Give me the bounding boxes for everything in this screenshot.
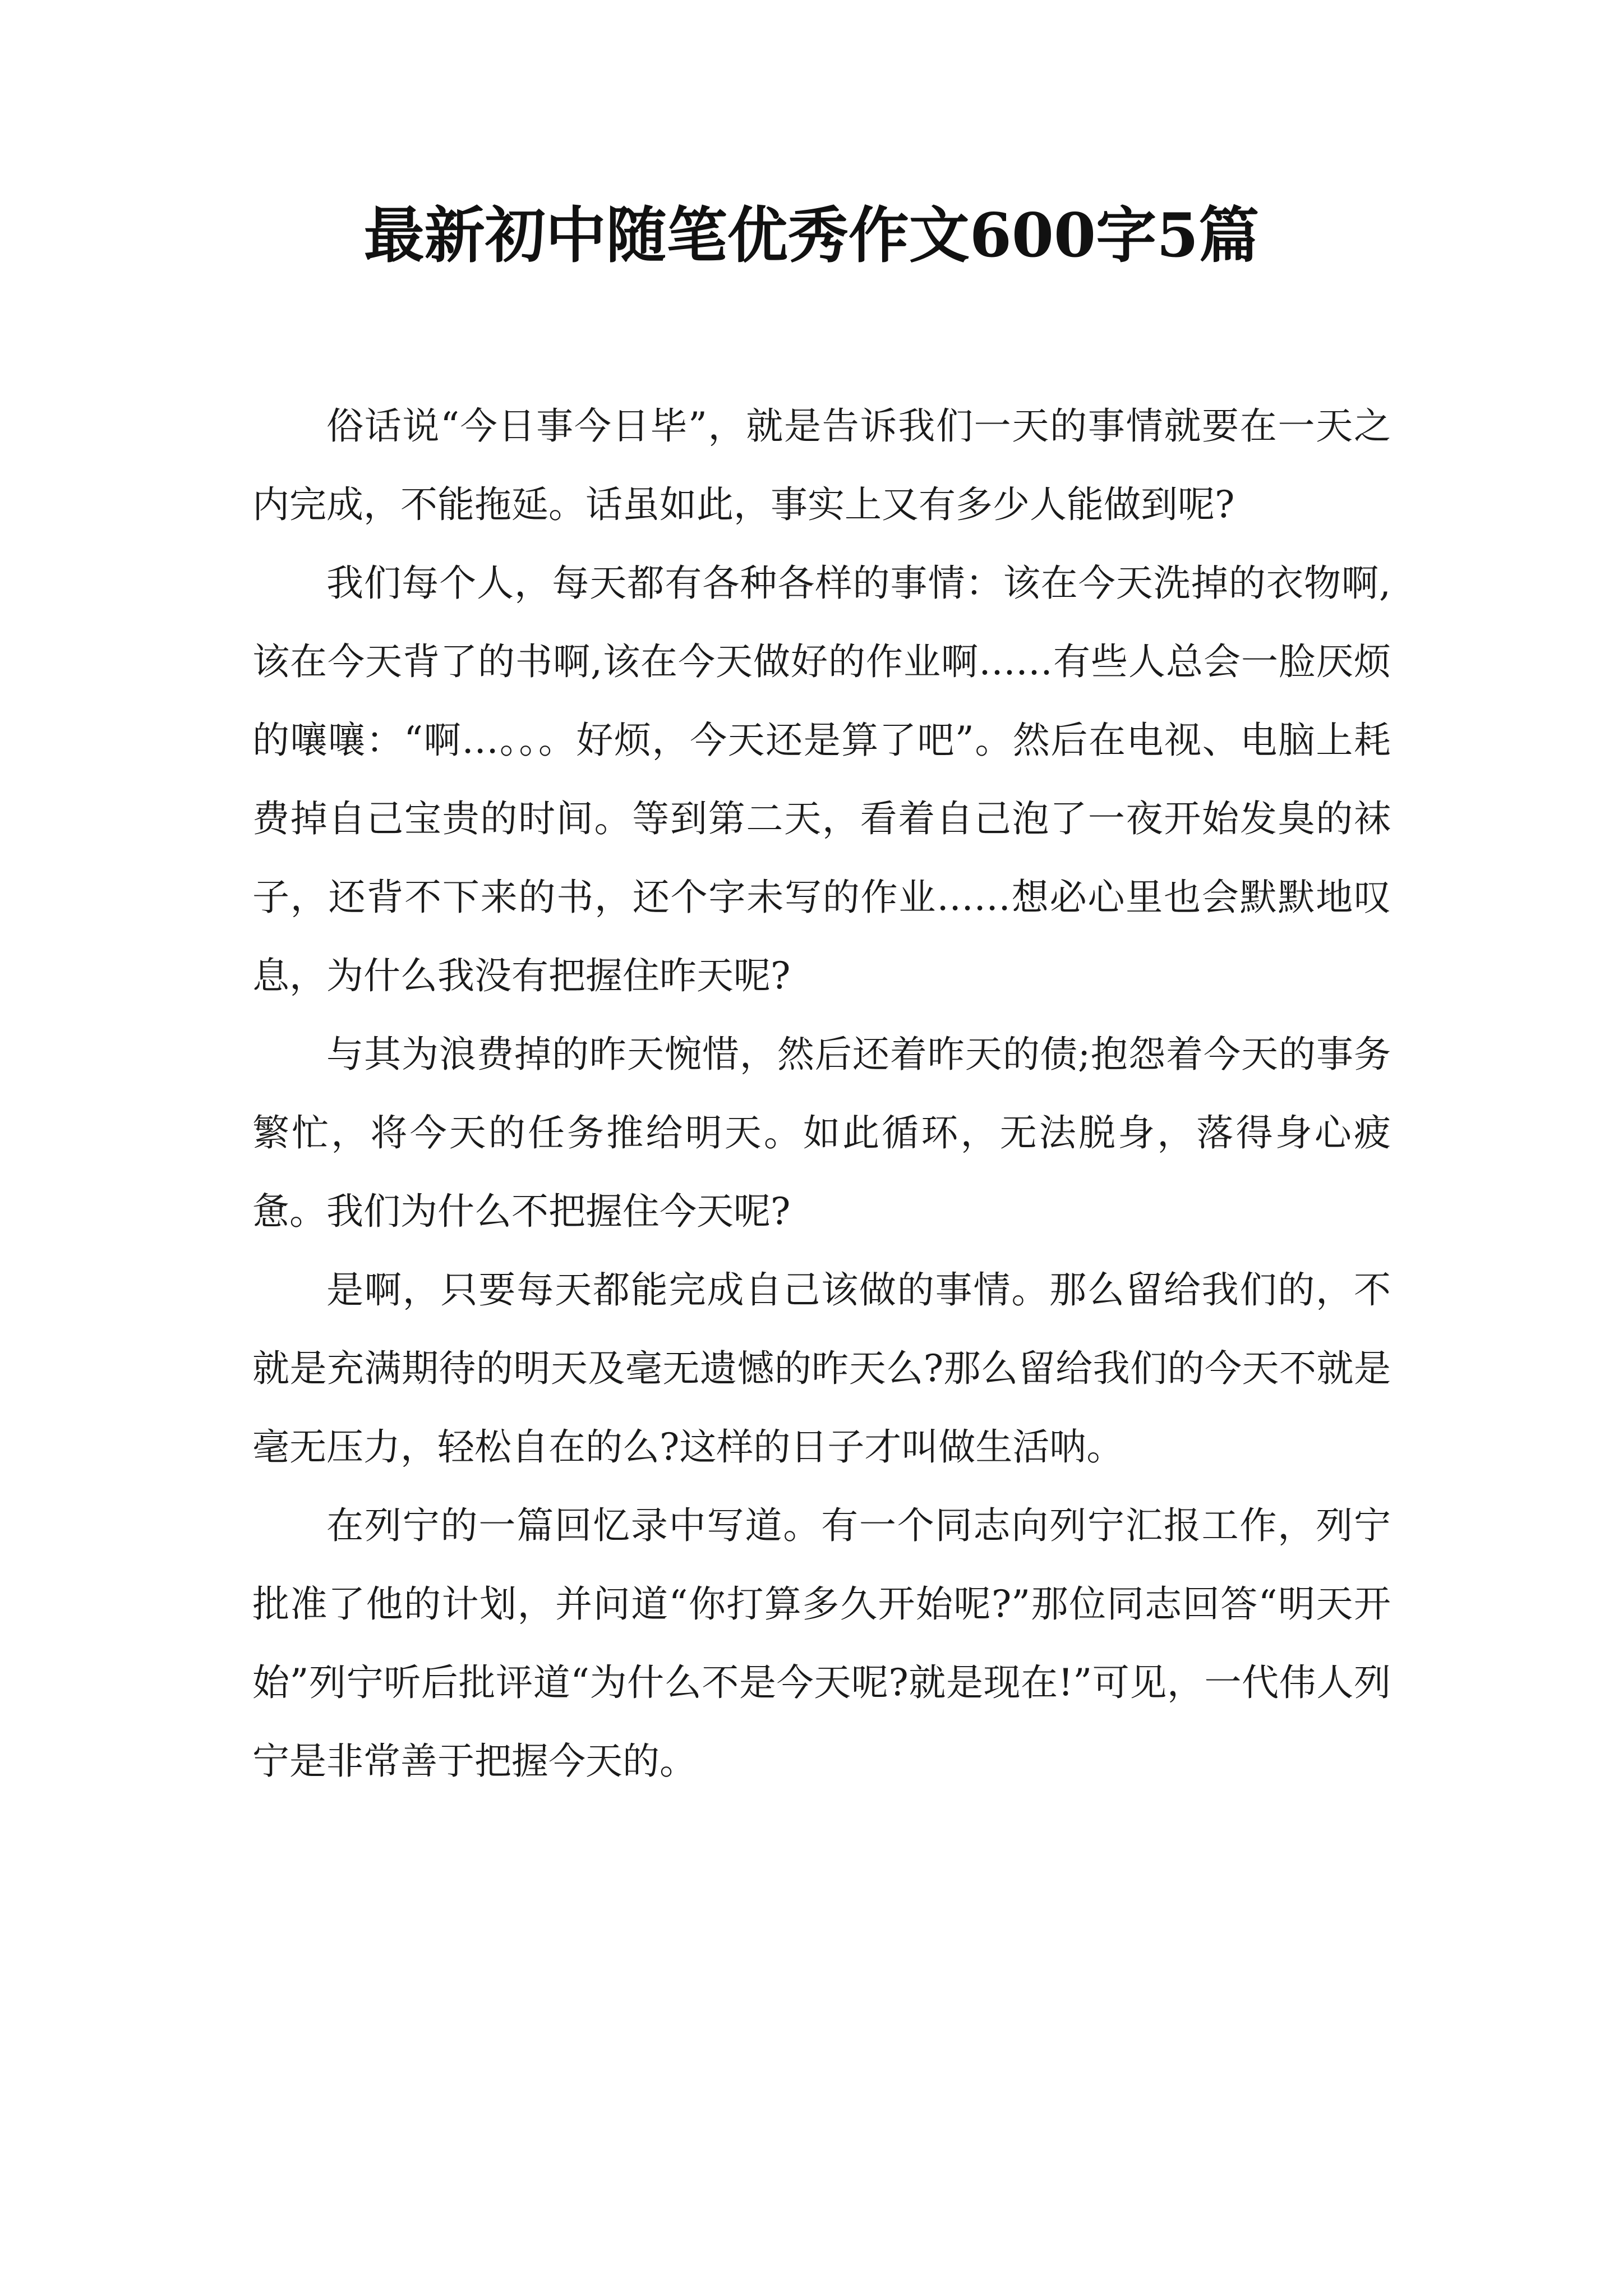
paragraph-2: 我们每个人，每天都有各种各样的事情：该在今天洗掉的衣物啊,该在今天背了的书啊,该在今天做好的作业啊……有些人总会一脸厌烦的嚷嚷：“啊…。。。好烦，今天还是算了吧”。然后在电视、电脑上耗费掉自己宝贵的时间。等到第二天，看着自己泡了一夜开始发臭的袜子，还背不下来的书，还个字未写的作业……想必心里也会默默地叹息，为什么我没有把握住昨天呢? [252, 562, 1391, 997]
paragraph-3: 与其为浪费掉的昨天惋惜，然后还着昨天的债;抱怨着今天的事务繁忙，将今天的任务推给明天。如此循环，无法脱身，落得身心疲惫。我们为什么不把握住今天呢? [252, 1033, 1391, 1233]
paragraph-1: 俗话说“今日事今日毕”，就是告诉我们一天的事情就要在一天之内完成，不能拖延。话虽如此，事实上又有多少人能做到呢? [252, 404, 1391, 526]
paragraph-4: 是啊，只要每天都能完成自己该做的事情。那么留给我们的，不就是充满期待的明天及毫无遗憾的昨天么?那么留给我们的今天不就是毫无压力，轻松自在的么?这样的日子才叫做生活呐。 [252, 1268, 1391, 1469]
document-title: 最新初中随笔优秀作文600字5篇 [363, 200, 1260, 271]
document-body [252, 387, 1391, 1801]
paragraph-5: 在列宁的一篇回忆录中写道。有一个同志向列宁汇报工作，列宁批准了他的计划，并问道“你打算多久开始呢?”那位同志回答“明天开始”列宁听后批评道“为什么不是今天呢?就是现在!”可见，一代伟人列宁是非常善于把握今天的。 [252, 1504, 1391, 1783]
